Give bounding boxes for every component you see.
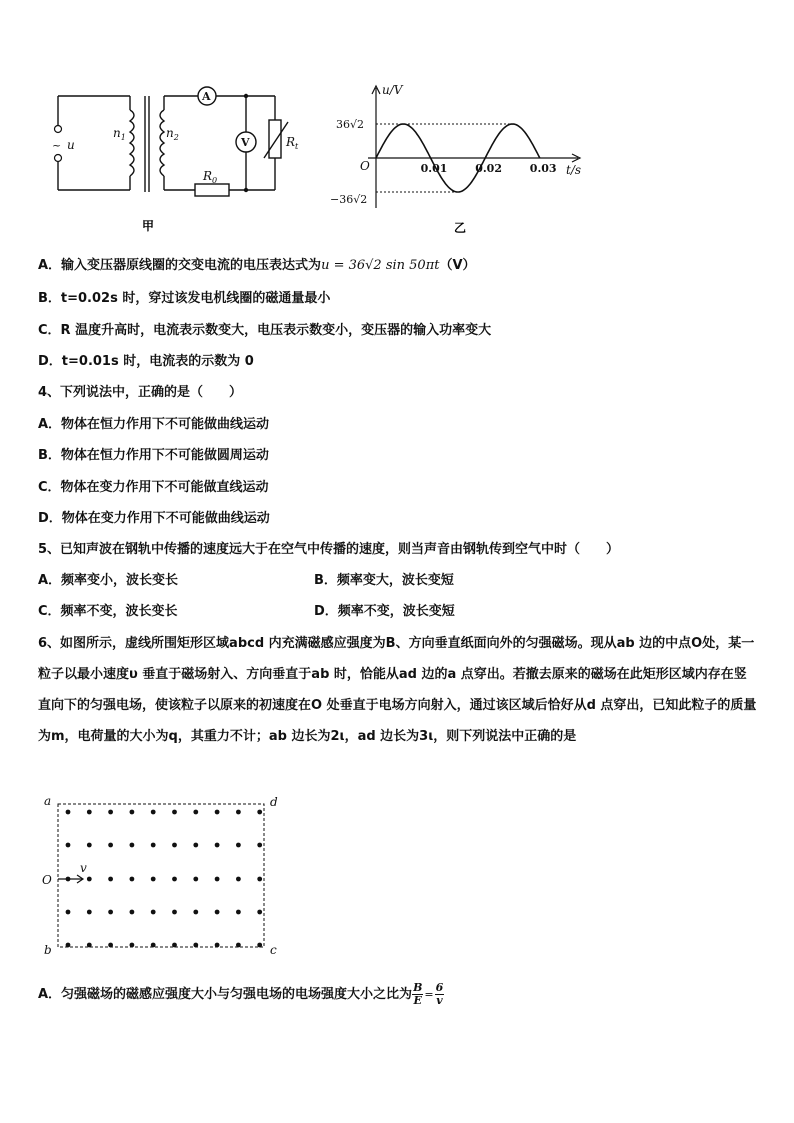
x-axis-label: t/s [566, 163, 582, 177]
field-dot [108, 910, 113, 915]
figure-jia-caption: 甲 [142, 219, 155, 233]
velocity-v-label: v [80, 861, 87, 875]
field-dot [108, 843, 113, 848]
field-dot [193, 910, 198, 915]
field-dot [215, 910, 220, 915]
field-dot [257, 877, 262, 882]
figure-yi-caption: 乙 [454, 221, 467, 235]
corner-c-label: c [270, 943, 277, 957]
field-dot [215, 877, 220, 882]
field-dot [87, 910, 92, 915]
x-tick-label: 0.01 [420, 162, 448, 175]
q5-option-b: B．频率变大，波长变短 [314, 573, 454, 588]
field-dot [151, 810, 156, 815]
point-O-label: O [42, 873, 52, 887]
field-dot [108, 943, 113, 948]
y-max-label: 36√2 [336, 118, 365, 131]
q3-option-c: C．R 温度升高时，电流表示数变大，电压表示数变小，变压器的输入功率变大 [38, 323, 492, 338]
field-dot [151, 877, 156, 882]
transformer-circuit-figure [40, 80, 310, 240]
field-dot [236, 810, 241, 815]
field-dot [87, 877, 92, 882]
field-dot [66, 843, 71, 848]
field-dot [236, 877, 241, 882]
y-axis-label: u/V [382, 83, 403, 97]
ammeter-label: A [202, 90, 211, 103]
field-dot [257, 843, 262, 848]
q5-option-d: D．频率不变，波长变短 [314, 604, 455, 619]
field-dot [66, 910, 71, 915]
q5-stem: 5、已知声波在钢轨中传播的速度远大于在空气中传播的速度，则当声音由钢轨传到空气中时（ ） [38, 542, 620, 557]
field-dot [257, 943, 262, 948]
q4-option-c: C．物体在变力作用下不可能做直线运动 [38, 480, 269, 495]
q6-frac-right: $\frac{6}{v}$ [435, 981, 444, 1007]
field-dot [236, 843, 241, 848]
q3-option-a-formula: u = 36√2 sin 50πt [321, 258, 440, 273]
field-dot [193, 877, 198, 882]
voltage-sine-chart [328, 78, 593, 238]
field-dot [151, 843, 156, 848]
u-label: u [67, 138, 75, 152]
r0-label: $R_0$ [203, 169, 218, 185]
field-dot [193, 943, 198, 948]
field-dot [130, 943, 135, 948]
q4-stem: 4、下列说法中，正确的是（ ） [38, 385, 243, 400]
q3-option-d: D．t=0.01s 时，电流表的示数为 0 [38, 354, 254, 369]
field-dot [236, 910, 241, 915]
q4-option-b: B．物体在恒力作用下不可能做圆周运动 [38, 448, 269, 463]
field-dot [172, 877, 177, 882]
ac-source-symbol: ~ [52, 139, 62, 152]
field-dot [108, 810, 113, 815]
field-dot [172, 943, 177, 948]
field-dot [87, 843, 92, 848]
field-dot [172, 810, 177, 815]
q4-option-a: A．物体在恒力作用下不可能做曲线运动 [38, 417, 270, 432]
corner-b-label: b [44, 943, 52, 957]
field-dot [257, 910, 262, 915]
field-dot [66, 943, 71, 948]
x-tick-label: 0.03 [529, 162, 557, 175]
y-min-label: −36√2 [330, 193, 368, 206]
q5-option-a: A．频率变小，波长变长 [38, 573, 179, 588]
n2-label: $n_2$ [166, 126, 179, 142]
field-dot [193, 843, 198, 848]
field-dot [151, 943, 156, 948]
field-dot [236, 943, 241, 948]
field-dot [257, 810, 262, 815]
field-dot [151, 910, 156, 915]
q3-option-b: B．t=0.02s 时，穿过该发电机线圈的磁通量最小 [38, 291, 331, 306]
origin-label: O [360, 159, 370, 173]
field-dot [87, 943, 92, 948]
voltmeter-label: V [241, 136, 250, 149]
field-dot [130, 810, 135, 815]
field-dot [66, 810, 71, 815]
corner-d-label: d [270, 795, 278, 809]
q6-frac-left: $\frac{B}{E}$ [413, 981, 423, 1007]
field-dot [130, 910, 135, 915]
q6-option-a: A．匀强磁场的磁感应强度大小与匀强电场的电场强度大小之比为 $\frac{B}{E}$ = $\frac{6}{v}$ [38, 981, 444, 1007]
field-dot [87, 810, 92, 815]
field-dot [215, 843, 220, 848]
q4-option-d: D．物体在变力作用下不可能做曲线运动 [38, 511, 270, 526]
q3-option-a: A．输入变压器原线圈的交变电流的电压表达式为u = 36√2 sin 50πt（V） [38, 258, 476, 273]
q6-stem: 6、如图所示，虚线所围矩形区域abcd 内充满磁感应强度为B、方向垂直纸面向外的匀强磁场。现从ab 边的中点O处，某一粒子以最小速度υ 垂直于磁场射入、方向垂直于ab 时，恰能从ad 边的a 点穿出。若撤去原来的磁场在此矩形区域内存在竖直向下的匀强电场，使该粒子以原来的初速度在O 处垂直于电场方向射入，通过该区域后恰好从d 点穿出，已知此粒子的质量为m，电荷量的大小为q，其重力不计；ab 边长为2ι，ad 边长为3ι，则下列说法中正确的是 [38, 636, 757, 744]
field-dot [108, 877, 113, 882]
field-dot [172, 910, 177, 915]
field-dot [193, 810, 198, 815]
field-dot [130, 877, 135, 882]
x-tick-label: 0.02 [475, 162, 502, 175]
field-dot [215, 943, 220, 948]
field-dot [130, 843, 135, 848]
corner-a-label: a [44, 794, 52, 808]
q5-option-c: C．频率不变，波长变长 [38, 604, 178, 619]
rt-label: $R_t$ [286, 135, 299, 151]
n1-label: $n_1$ [113, 126, 126, 142]
field-dot [172, 843, 177, 848]
field-dot [215, 810, 220, 815]
magnetic-field-figure [36, 790, 296, 965]
